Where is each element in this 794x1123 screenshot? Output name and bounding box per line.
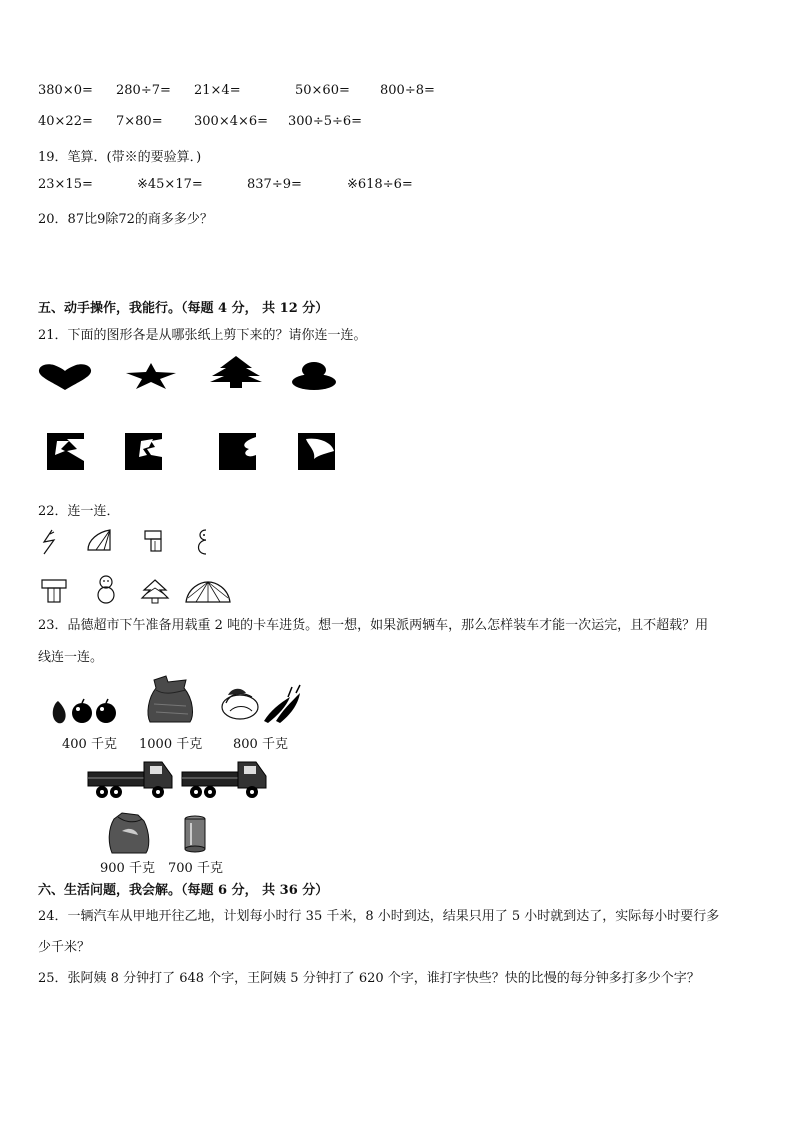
question-23-line2: 线连一连。 — [38, 650, 104, 665]
question-24-line1: 24．一辆汽车从甲地开往乙地，计划每小时行 35 千米，8 小时到达，结果只用了 5 小时就到达了，实际每小时要行多 — [38, 909, 720, 924]
house-half-icon — [143, 529, 163, 553]
umbrella-half-icon — [86, 528, 112, 552]
question-22-title: 22．连一连． — [38, 504, 120, 519]
star-icon — [126, 363, 176, 389]
question-25: 25．张阿姨 8 分钟打了 648 个字，王阿姨 5 分钟打了 620 个字，谁打字快些？快的比慢的每分钟多打多少个字？ — [38, 971, 700, 986]
tree-icon — [208, 356, 264, 388]
paper-c-icon — [219, 433, 256, 470]
truck-icon — [180, 758, 268, 800]
tree-icon — [140, 578, 170, 604]
calc-item: 50×60= — [295, 83, 350, 98]
oil-barrel-icon — [183, 815, 207, 853]
goods-label: 800 千克 — [233, 737, 288, 752]
house-icon — [40, 578, 68, 604]
calc-item: ※618÷6= — [347, 177, 413, 192]
calc-item: 40×22= — [38, 114, 93, 129]
lightning-half-icon — [40, 528, 60, 556]
snowman-icon — [96, 574, 116, 604]
question-23-line1: 23．品德超市下午准备用载重 2 吨的卡车进货。想一想，如果派两辆车，那么怎样装车才能一次运完，且不超载？用 — [38, 618, 709, 633]
heart-icon — [38, 364, 92, 390]
calc-item: 7×80= — [116, 114, 163, 129]
goods-label: 400 千克 — [62, 737, 117, 752]
calc-item: 800÷8= — [380, 83, 435, 98]
flour-sack-icon — [146, 676, 196, 724]
section-5-heading: 五、动手操作，我能行。（每题 4 分， 共 12 分） — [38, 301, 329, 316]
snowman-icon — [292, 362, 338, 390]
question-24-line2: 少千米？ — [38, 940, 91, 955]
rice-bag-icon — [108, 813, 150, 853]
goods-label: 900 千克 — [100, 861, 155, 876]
calc-item: 380×0= — [38, 83, 93, 98]
goods-label: 1000 千克 — [139, 737, 203, 752]
paper-b-icon — [125, 433, 162, 470]
calc-item: 280÷7= — [116, 83, 171, 98]
calc-item: 300÷5÷6= — [288, 114, 363, 129]
snowman-half-icon — [196, 528, 210, 556]
calc-item: 23×15= — [38, 177, 93, 192]
calc-item: 21×4= — [194, 83, 241, 98]
vegetables-icon — [220, 683, 302, 723]
calc-item: 300×4×6= — [194, 114, 269, 129]
question-20: 20．87比9除72的商多多少？ — [38, 212, 213, 227]
truck-icon — [86, 758, 174, 800]
umbrella-icon — [184, 580, 232, 604]
calc-item: 837÷9= — [247, 177, 302, 192]
calc-item: ※45×17= — [137, 177, 203, 192]
goods-label: 700 千克 — [168, 861, 223, 876]
fruit-icon — [48, 697, 120, 725]
paper-d-icon — [298, 433, 335, 470]
section-6-heading: 六、生活问题，我会解。（每题 6 分， 共 36 分） — [38, 883, 329, 898]
paper-a-icon — [47, 433, 84, 470]
question-19-title: 19．笔算．(带※的要验算．) — [38, 150, 202, 165]
question-21-title: 21．下面的图形各是从哪张纸上剪下来的？请你连一连。 — [38, 328, 367, 343]
